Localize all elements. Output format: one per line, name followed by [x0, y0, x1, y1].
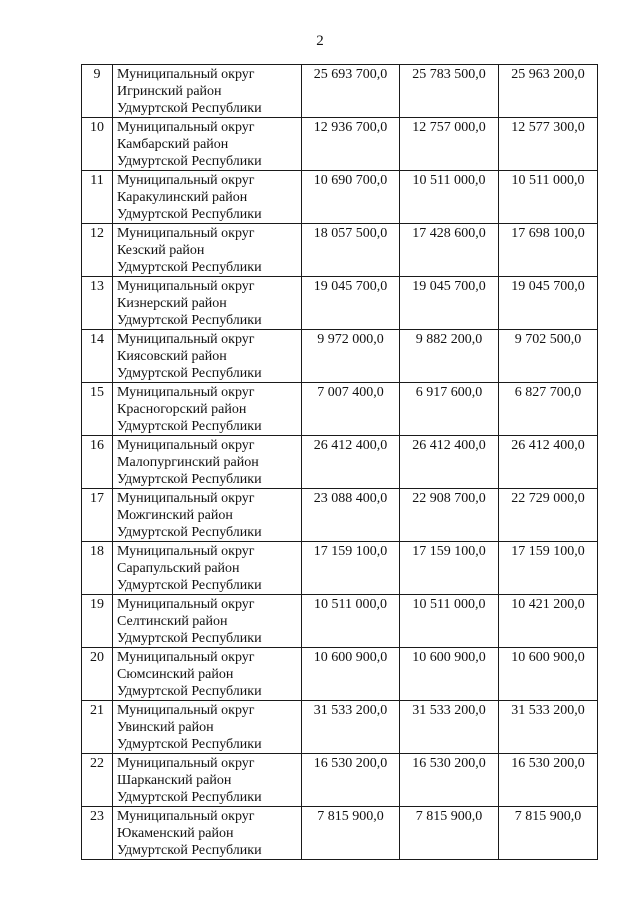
municipality-name-line: Муниципальный округ [117, 544, 255, 559]
municipality-name-line: Увинский район [117, 720, 214, 735]
municipality-name-line: Удмуртской Республики [117, 366, 262, 381]
table-row [82, 65, 598, 118]
amount-year-1: 12 936 700,0 [302, 118, 400, 171]
municipality-name [113, 330, 302, 383]
table-row [82, 118, 598, 171]
amount-year-3: 9 702 500,0 [499, 330, 598, 383]
row-number: 12 [82, 224, 113, 277]
municipality-name-line: Камбарский район [117, 137, 229, 152]
amount-year-3: 26 412 400,0 [499, 436, 598, 489]
budget-table [81, 64, 598, 860]
municipality-name-line: Селтинский район [117, 614, 228, 629]
municipality-name-line: Удмуртской Республики [117, 419, 262, 434]
amount-year-1: 10 690 700,0 [302, 171, 400, 224]
amount-year-3: 16 530 200,0 [499, 754, 598, 807]
municipality-name-line: Муниципальный округ [117, 385, 255, 400]
row-number: 21 [82, 701, 113, 754]
municipality-name-line: Муниципальный округ [117, 332, 255, 347]
municipality-name-line: Удмуртской Республики [117, 260, 262, 275]
municipality-name [113, 754, 302, 807]
municipality-name [113, 383, 302, 436]
amount-year-1: 23 088 400,0 [302, 489, 400, 542]
table-row [82, 277, 598, 330]
table-row [82, 595, 598, 648]
municipality-name-line: Кезский район [117, 243, 205, 258]
amount-year-2: 16 530 200,0 [400, 754, 499, 807]
municipality-name [113, 807, 302, 860]
municipality-name [113, 65, 302, 118]
table-row [82, 383, 598, 436]
amount-year-3: 6 827 700,0 [499, 383, 598, 436]
amount-year-2: 31 533 200,0 [400, 701, 499, 754]
amount-year-2: 19 045 700,0 [400, 277, 499, 330]
amount-year-2: 10 511 000,0 [400, 171, 499, 224]
amount-year-2: 9 882 200,0 [400, 330, 499, 383]
amount-year-3: 10 511 000,0 [499, 171, 598, 224]
municipality-name-line: Муниципальный округ [117, 597, 255, 612]
municipality-name-line: Каракулинский район [117, 190, 248, 205]
municipality-name [113, 436, 302, 489]
amount-year-1: 7 007 400,0 [302, 383, 400, 436]
municipality-name-line: Удмуртской Республики [117, 525, 262, 540]
municipality-name-line: Удмуртской Республики [117, 843, 262, 858]
amount-year-3: 19 045 700,0 [499, 277, 598, 330]
amount-year-3: 17 698 100,0 [499, 224, 598, 277]
row-number: 18 [82, 542, 113, 595]
table-row [82, 436, 598, 489]
municipality-name-line: Киясовский район [117, 349, 227, 364]
municipality-name-line: Малопургинский район [117, 455, 259, 470]
municipality-name-line: Удмуртской Республики [117, 101, 262, 116]
amount-year-1: 18 057 500,0 [302, 224, 400, 277]
amount-year-2: 12 757 000,0 [400, 118, 499, 171]
amount-year-1: 19 045 700,0 [302, 277, 400, 330]
municipality-name-line: Муниципальный округ [117, 120, 255, 135]
municipality-name [113, 648, 302, 701]
amount-year-3: 7 815 900,0 [499, 807, 598, 860]
municipality-name-line: Сарапульский район [117, 561, 240, 576]
amount-year-1: 10 511 000,0 [302, 595, 400, 648]
municipality-name-line: Муниципальный округ [117, 756, 255, 771]
table-body [82, 65, 598, 860]
amount-year-2: 22 908 700,0 [400, 489, 499, 542]
municipality-name [113, 489, 302, 542]
municipality-name [113, 542, 302, 595]
municipality-name [113, 171, 302, 224]
table-row [82, 224, 598, 277]
table-row [82, 701, 598, 754]
municipality-name-line: Удмуртской Республики [117, 154, 262, 169]
municipality-name-line: Муниципальный округ [117, 279, 255, 294]
municipality-name-line: Сюмсинский район [117, 667, 234, 682]
table-row [82, 648, 598, 701]
amount-year-1: 7 815 900,0 [302, 807, 400, 860]
municipality-name-line: Кизнерский район [117, 296, 227, 311]
municipality-name-line: Игринский район [117, 84, 222, 99]
municipality-name-line: Муниципальный округ [117, 226, 255, 241]
amount-year-3: 25 963 200,0 [499, 65, 598, 118]
municipality-name-line: Муниципальный округ [117, 491, 255, 506]
amount-year-3: 10 421 200,0 [499, 595, 598, 648]
row-number: 23 [82, 807, 113, 860]
municipality-name [113, 118, 302, 171]
amount-year-1: 31 533 200,0 [302, 701, 400, 754]
amount-year-1: 25 693 700,0 [302, 65, 400, 118]
amount-year-1: 17 159 100,0 [302, 542, 400, 595]
amount-year-1: 16 530 200,0 [302, 754, 400, 807]
amount-year-2: 10 511 000,0 [400, 595, 499, 648]
municipality-name-line: Удмуртской Республики [117, 790, 262, 805]
row-number: 22 [82, 754, 113, 807]
amount-year-1: 9 972 000,0 [302, 330, 400, 383]
amount-year-2: 6 917 600,0 [400, 383, 499, 436]
amount-year-3: 22 729 000,0 [499, 489, 598, 542]
amount-year-2: 10 600 900,0 [400, 648, 499, 701]
row-number: 11 [82, 171, 113, 224]
row-number: 16 [82, 436, 113, 489]
municipality-name-line: Удмуртской Республики [117, 684, 262, 699]
municipality-name [113, 277, 302, 330]
municipality-name-line: Муниципальный округ [117, 173, 255, 188]
row-number: 9 [82, 65, 113, 118]
municipality-name-line: Удмуртской Республики [117, 313, 262, 328]
amount-year-3: 31 533 200,0 [499, 701, 598, 754]
municipality-name-line: Шарканский район [117, 773, 232, 788]
row-number: 10 [82, 118, 113, 171]
amount-year-2: 7 815 900,0 [400, 807, 499, 860]
municipality-name-line: Муниципальный округ [117, 650, 255, 665]
amount-year-2: 26 412 400,0 [400, 436, 499, 489]
table-row [82, 489, 598, 542]
municipality-name-line: Удмуртской Республики [117, 631, 262, 646]
amount-year-1: 10 600 900,0 [302, 648, 400, 701]
table-row [82, 807, 598, 860]
municipality-name-line: Красногорский район [117, 402, 247, 417]
row-number: 17 [82, 489, 113, 542]
table-row [82, 754, 598, 807]
row-number: 13 [82, 277, 113, 330]
municipality-name-line: Муниципальный округ [117, 809, 255, 824]
amount-year-2: 17 428 600,0 [400, 224, 499, 277]
amount-year-3: 12 577 300,0 [499, 118, 598, 171]
row-number: 15 [82, 383, 113, 436]
row-number: 14 [82, 330, 113, 383]
municipality-name-line: Можгинский район [117, 508, 233, 523]
municipality-name-line: Муниципальный округ [117, 438, 255, 453]
municipality-name [113, 224, 302, 277]
amount-year-2: 25 783 500,0 [400, 65, 499, 118]
municipality-name-line: Удмуртской Республики [117, 737, 262, 752]
municipality-name [113, 701, 302, 754]
municipality-name [113, 595, 302, 648]
page-number: 2 [316, 33, 324, 49]
municipality-name-line: Муниципальный округ [117, 703, 255, 718]
amount-year-1: 26 412 400,0 [302, 436, 400, 489]
municipality-name-line: Муниципальный округ [117, 67, 255, 82]
amount-year-3: 17 159 100,0 [499, 542, 598, 595]
table-row [82, 330, 598, 383]
municipality-name-line: Удмуртской Республики [117, 472, 262, 487]
municipality-name-line: Юкаменский район [117, 826, 234, 841]
row-number: 20 [82, 648, 113, 701]
amount-year-2: 17 159 100,0 [400, 542, 499, 595]
table-row [82, 542, 598, 595]
municipality-name-line: Удмуртской Республики [117, 207, 262, 222]
row-number: 19 [82, 595, 113, 648]
municipality-name-line: Удмуртской Республики [117, 578, 262, 593]
amount-year-3: 10 600 900,0 [499, 648, 598, 701]
table-row [82, 171, 598, 224]
